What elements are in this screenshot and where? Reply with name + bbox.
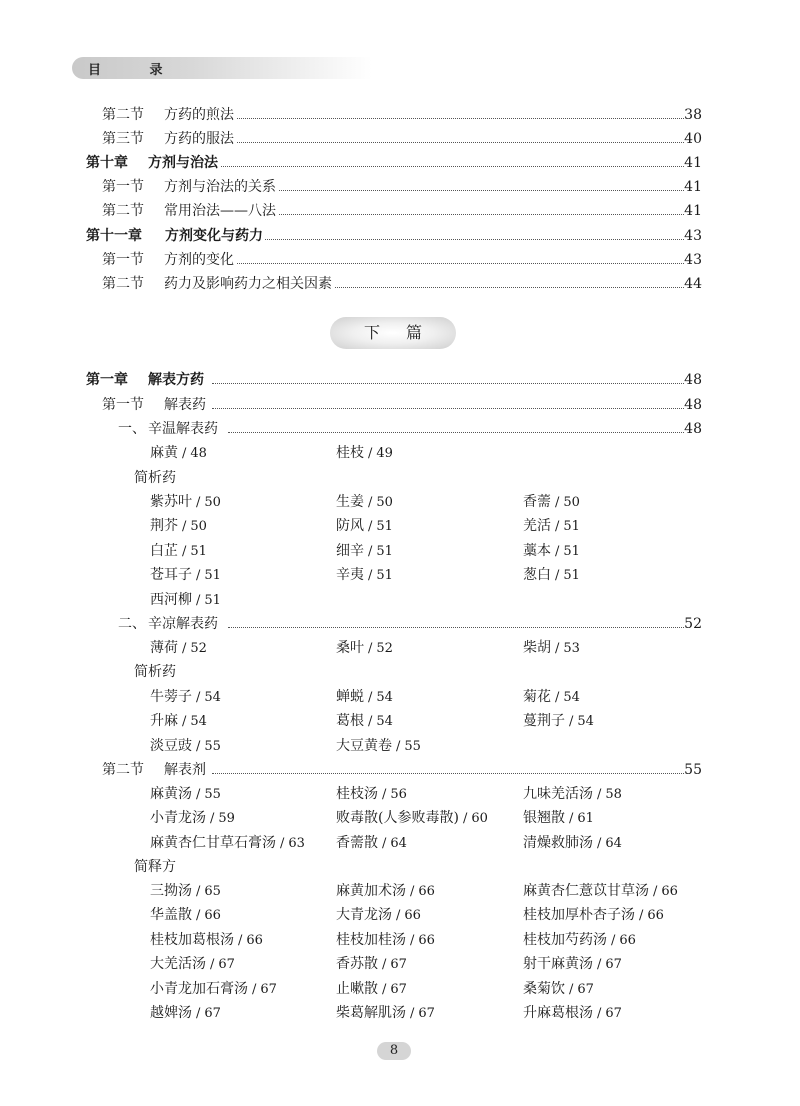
entry-page: 50	[376, 495, 393, 510]
entry-page: 66	[418, 884, 435, 899]
toc-leader	[200, 118, 702, 119]
toc-page: 52	[684, 613, 702, 635]
entry-separator: /	[182, 543, 187, 559]
entry-name: 清燥救肺汤	[523, 834, 593, 851]
entry-page: 51	[376, 519, 393, 535]
entry-name: 蝉蜕	[336, 689, 364, 705]
entry-separator: /	[555, 495, 560, 510]
toc-title: 解表方药	[148, 369, 206, 391]
toc-entry[interactable]	[336, 515, 393, 538]
entry-separator: /	[196, 738, 201, 754]
entry-page: 67	[577, 981, 594, 997]
entry-name: 牛蒡子	[150, 689, 192, 705]
toc-line[interactable]	[0, 225, 800, 247]
entry-name: 麻黄杏仁薏苡甘草汤	[523, 883, 649, 899]
entry-page: 52	[376, 641, 393, 656]
toc-page: 44	[684, 273, 702, 295]
entry-page: 54	[376, 714, 393, 730]
toc-number: 第二节	[102, 762, 144, 778]
entry-page: 52	[190, 641, 207, 656]
toc-entry[interactable]	[150, 929, 263, 952]
toc-entry[interactable]	[150, 564, 221, 587]
entry-name: 紫苏叶	[150, 494, 192, 510]
toc-line[interactable]	[0, 104, 800, 126]
toc-entry[interactable]	[336, 442, 393, 465]
entry-page: 59	[218, 811, 235, 827]
entry-page: 51	[376, 568, 393, 584]
entry-page: 50	[190, 519, 207, 535]
toc-entry[interactable]	[523, 807, 594, 830]
entry-page: 61	[577, 811, 594, 827]
entry-separator: /	[368, 446, 373, 461]
entry-separator: /	[639, 908, 644, 924]
entry-name: 辛夷	[336, 567, 364, 584]
toc-page: 41	[684, 200, 702, 222]
toc-page: 41	[684, 176, 702, 198]
entry-page: 66	[647, 908, 664, 924]
toc-leader	[200, 239, 702, 240]
toc-number: 第二节	[102, 276, 144, 292]
toc-entry[interactable]	[523, 929, 636, 952]
toc-entry[interactable]	[336, 540, 393, 563]
entry-name: 香薷	[523, 494, 551, 510]
entry-name: 桂枝	[336, 445, 364, 461]
entry-page: 66	[204, 908, 221, 924]
toc-line[interactable]	[0, 249, 800, 271]
toc-entry[interactable]	[336, 637, 393, 660]
entry-name: 华盖散	[150, 907, 192, 924]
label-jianshi-fang: 简释方	[134, 859, 176, 875]
entry-separator: /	[555, 519, 560, 535]
entry-separator: /	[182, 714, 187, 730]
entry-separator: /	[368, 690, 373, 705]
entry-page: 51	[204, 568, 221, 584]
toc-entry[interactable]	[150, 637, 207, 660]
entry-name: 西河柳	[150, 591, 192, 608]
entry-page: 50	[563, 495, 580, 510]
entry-name: 麻黄	[150, 445, 178, 461]
entry-separator: /	[368, 495, 373, 510]
entry-separator: /	[569, 811, 574, 827]
entry-name: 桂枝加桂汤	[336, 931, 406, 948]
toc-number: 二、	[118, 616, 146, 632]
entry-separator: /	[280, 835, 285, 851]
entry-separator: /	[196, 884, 201, 899]
entry-page: 53	[563, 641, 580, 656]
entry-name: 荆芥	[150, 518, 178, 535]
toc-page: 55	[684, 759, 702, 781]
entry-name: 败毒散(人参败毒散)	[336, 810, 459, 827]
toc-entry[interactable]	[150, 880, 221, 903]
entry-separator: /	[252, 981, 257, 997]
toc-entry[interactable]	[336, 904, 421, 927]
toc-leader	[212, 773, 702, 774]
entry-name: 防风	[336, 518, 364, 535]
entry-page: 66	[619, 932, 636, 948]
toc-number: 一、	[118, 421, 146, 437]
toc-leader	[200, 263, 702, 264]
toc-entry[interactable]	[150, 978, 277, 1001]
entry-name: 麻黄杏仁甘草石膏汤	[150, 834, 276, 851]
toc-entry[interactable]	[336, 1002, 435, 1025]
entry-separator: /	[196, 1006, 201, 1021]
toc-entry[interactable]	[150, 953, 235, 976]
entry-page: 54	[376, 690, 393, 705]
entry-separator: /	[382, 787, 387, 802]
entry-separator: /	[555, 641, 560, 656]
entry-page: 55	[204, 787, 221, 802]
entry-page: 56	[390, 787, 407, 802]
entry-name: 银翘散	[523, 810, 565, 827]
entry-page: 49	[376, 446, 393, 461]
toc-entry[interactable]	[523, 540, 580, 563]
toc-entry[interactable]	[523, 686, 580, 709]
entry-name: 九味羌活汤	[523, 786, 593, 802]
entry-separator: /	[382, 835, 387, 851]
toc-entry[interactable]	[150, 1002, 221, 1025]
entry-page: 66	[246, 932, 263, 948]
toc-chapter-1[interactable]	[0, 369, 800, 391]
entry-page: 54	[563, 690, 580, 705]
entry-separator: /	[597, 1006, 602, 1021]
toc-entry[interactable]	[523, 564, 580, 587]
toc-entry[interactable]	[523, 710, 594, 733]
toc-entry[interactable]	[523, 783, 622, 806]
entry-separator: /	[238, 932, 243, 948]
entry-name: 香苏散	[336, 956, 378, 973]
entry-page: 51	[563, 519, 580, 535]
toc-title: 方剂与治法	[148, 152, 220, 174]
entry-page: 51	[563, 543, 580, 559]
entry-separator: /	[653, 884, 658, 899]
entry-separator: /	[182, 446, 187, 461]
entry-page: 67	[390, 957, 407, 973]
entry-name: 葱白	[523, 567, 551, 584]
entry-name: 葛根	[336, 713, 364, 730]
entry-page: 51	[204, 592, 221, 608]
entry-page: 63	[288, 835, 305, 851]
toc-line[interactable]	[0, 200, 800, 222]
toc-entry[interactable]	[336, 564, 393, 587]
entry-page: 64	[390, 835, 407, 851]
entry-separator: /	[569, 714, 574, 730]
toc-title: 辛温解表药	[148, 418, 220, 440]
toc-entry[interactable]	[336, 783, 407, 806]
entry-page: 64	[605, 835, 622, 851]
entry-separator: /	[196, 592, 201, 608]
toc-title: 方药的煎法	[164, 104, 236, 126]
toc-entry[interactable]	[523, 515, 580, 538]
page-number: 8	[377, 1042, 411, 1060]
toc-entry[interactable]	[523, 904, 664, 927]
toc-leader	[200, 142, 702, 143]
toc-entry[interactable]	[336, 832, 407, 855]
entry-separator: /	[555, 690, 560, 705]
entry-separator: /	[196, 690, 201, 705]
toc-number: 第三节	[102, 131, 144, 147]
entry-page: 54	[204, 690, 221, 705]
toc-entry[interactable]	[523, 637, 580, 660]
toc-page: 41	[684, 152, 702, 174]
entry-page: 66	[404, 908, 421, 924]
toc-entry[interactable]	[150, 904, 221, 927]
toc-entry[interactable]	[336, 978, 407, 1001]
entry-separator: /	[597, 787, 602, 802]
entry-page: 67	[260, 981, 277, 997]
toc-number: 第一章	[86, 372, 128, 388]
toc-number: 第十章	[86, 155, 128, 171]
toc-entry[interactable]	[150, 686, 221, 709]
entry-name: 越婢汤	[150, 1005, 192, 1021]
entry-separator: /	[196, 495, 201, 510]
toc-entry[interactable]	[523, 978, 594, 1001]
entry-name: 生姜	[336, 494, 364, 510]
entry-name: 白芷	[150, 542, 178, 559]
entry-name: 蔓荆子	[523, 713, 565, 730]
entry-separator: /	[555, 568, 560, 584]
entry-name: 大豆黄卷	[336, 737, 392, 754]
toc-entry[interactable]	[150, 589, 221, 612]
toc-title: 药力及影响药力之相关因素	[164, 273, 334, 295]
entry-page: 67	[605, 1006, 622, 1021]
toc-page: 48	[684, 418, 702, 440]
entry-separator: /	[368, 714, 373, 730]
entry-name: 桂枝加芍药汤	[523, 931, 607, 948]
toc-page: 38	[684, 104, 702, 126]
entry-name: 苍耳子	[150, 567, 192, 584]
entry-name: 止嗽散	[336, 980, 378, 997]
toc-entry[interactable]	[150, 515, 207, 538]
entry-name: 桂枝汤	[336, 786, 378, 802]
entry-name: 薄荷	[150, 640, 178, 656]
toc-entry[interactable]	[150, 442, 207, 465]
entry-name: 升麻	[150, 713, 178, 730]
toc-leader	[212, 408, 702, 409]
entry-separator: /	[611, 932, 616, 948]
entry-page: 67	[418, 1006, 435, 1021]
entry-page: 51	[376, 543, 393, 559]
toc-entry[interactable]	[150, 491, 221, 514]
entry-name: 麻黄汤	[150, 786, 192, 802]
entry-name: 柴胡	[523, 640, 551, 656]
toc-entry[interactable]	[336, 929, 435, 952]
entry-page: 67	[218, 957, 235, 973]
entry-separator: /	[462, 811, 468, 827]
entry-name: 升麻葛根汤	[523, 1005, 593, 1021]
entry-separator: /	[396, 908, 401, 924]
entry-name: 桑叶	[336, 640, 364, 656]
entry-separator: /	[182, 641, 187, 656]
entry-page: 48	[190, 446, 207, 461]
entry-separator: /	[210, 957, 215, 973]
toc-page: 43	[684, 249, 702, 271]
toc-leader	[228, 432, 702, 433]
toc-number: 第十一章	[86, 228, 142, 244]
entry-separator: /	[382, 957, 387, 973]
toc-entry[interactable]	[150, 807, 235, 830]
entry-name: 菊花	[523, 689, 551, 705]
toc-entry[interactable]	[150, 832, 305, 855]
entry-name: 羌活	[523, 518, 551, 535]
entry-name: 香薷散	[336, 834, 378, 851]
toc-title: 方剂与治法的关系	[164, 176, 278, 198]
entry-separator: /	[196, 908, 201, 924]
entry-separator: /	[597, 957, 602, 973]
toc-title: 解表药	[164, 394, 208, 416]
toc-number: 第一节	[102, 397, 144, 413]
entry-separator: /	[396, 738, 401, 754]
toc-title: 解表剂	[164, 759, 208, 781]
toc-entry[interactable]	[523, 491, 580, 514]
entry-name: 淡豆豉	[150, 737, 192, 754]
entry-page: 67	[390, 981, 407, 997]
entry-page: 67	[204, 1006, 221, 1021]
toc-page: 48	[684, 394, 702, 416]
entry-separator: /	[368, 543, 373, 559]
toc-title: 方药的服法	[164, 128, 236, 150]
entry-separator: /	[410, 932, 415, 948]
entry-separator: /	[368, 641, 373, 656]
toc-entry[interactable]	[523, 832, 622, 855]
entry-separator: /	[182, 519, 187, 535]
entry-page: 66	[661, 884, 678, 899]
toc-sub-1[interactable]	[0, 418, 800, 440]
toc-page: 43	[684, 225, 702, 247]
entry-separator: /	[368, 568, 373, 584]
entry-name: 小青龙加石膏汤	[150, 980, 248, 997]
toc-leader	[212, 383, 702, 384]
entry-name: 柴葛解肌汤	[336, 1005, 406, 1021]
toc-leader	[200, 166, 702, 167]
toc-entry[interactable]	[336, 491, 393, 514]
toc-section-2[interactable]	[0, 759, 800, 781]
entry-name: 大羌活汤	[150, 956, 206, 973]
toc-number: 第二节	[102, 203, 144, 219]
toc-entry[interactable]	[523, 1002, 622, 1025]
entry-separator: /	[555, 543, 560, 559]
toc-entry[interactable]	[336, 880, 435, 903]
entry-name: 三拗汤	[150, 883, 192, 899]
toc-entry[interactable]	[523, 953, 622, 976]
toc-entry[interactable]	[336, 807, 488, 830]
entry-name: 小青龙汤	[150, 810, 206, 827]
entry-name: 桂枝加葛根汤	[150, 931, 234, 948]
entry-separator: /	[196, 568, 201, 584]
entry-name: 桂枝加厚朴杏子汤	[523, 907, 635, 924]
toc-section-1[interactable]	[0, 394, 800, 416]
toc-entry[interactable]	[523, 880, 678, 903]
toc-entry[interactable]	[150, 540, 207, 563]
entry-separator: /	[410, 1006, 415, 1021]
toc-entry[interactable]	[150, 710, 207, 733]
entry-page: 54	[190, 714, 207, 730]
toc-title: 常用治法——八法	[164, 200, 278, 222]
entry-separator: /	[410, 884, 415, 899]
toc-title: 方剂变化与药力	[165, 225, 265, 247]
entry-page: 66	[418, 932, 435, 948]
entry-name: 细辛	[336, 542, 364, 559]
entry-separator: /	[196, 787, 201, 802]
entry-page: 60	[471, 811, 488, 827]
entry-separator: /	[569, 981, 574, 997]
toc-number: 第一节	[102, 179, 144, 195]
toc-entry[interactable]	[336, 953, 407, 976]
entry-separator: /	[210, 811, 215, 827]
toc-leader	[228, 627, 702, 628]
entry-name: 桑菊饮	[523, 980, 565, 997]
entry-page: 50	[204, 495, 221, 510]
entry-page: 58	[605, 787, 622, 802]
toc-page: 40	[684, 128, 702, 150]
toc-entry[interactable]	[336, 735, 421, 758]
entry-name: 麻黄加术汤	[336, 883, 406, 899]
toc-line[interactable]	[0, 128, 800, 150]
toc-number: 第二节	[102, 107, 144, 123]
toc-number: 第一节	[102, 252, 144, 268]
entry-separator: /	[368, 519, 373, 535]
entry-page: 55	[204, 738, 221, 754]
entry-name: 藁本	[523, 542, 551, 559]
toc-sub-2[interactable]	[0, 613, 800, 635]
label-jianxi-yao-1: 简析药	[134, 470, 176, 486]
header-title: 目 录	[88, 63, 185, 78]
toc-entry[interactable]	[150, 783, 221, 806]
entry-separator: /	[597, 835, 602, 851]
entry-page: 54	[577, 714, 594, 730]
entry-page: 51	[190, 543, 207, 559]
toc-line[interactable]	[0, 176, 800, 198]
toc-title: 辛凉解表药	[148, 613, 220, 635]
toc-line[interactable]	[0, 273, 800, 295]
part-title: 下篇	[330, 317, 456, 349]
label-jianxi-yao-2: 简析药	[134, 664, 176, 680]
toc-entry[interactable]	[150, 735, 221, 758]
entry-name: 大青龙汤	[336, 907, 392, 924]
toc-title: 方剂的变化	[164, 249, 236, 271]
entry-name: 射干麻黄汤	[523, 956, 593, 973]
entry-page: 67	[605, 957, 622, 973]
entry-page: 65	[204, 884, 221, 899]
entry-separator: /	[382, 981, 387, 997]
toc-line[interactable]	[0, 152, 800, 174]
toc-page: 48	[684, 369, 702, 391]
entry-page: 51	[563, 568, 580, 584]
entry-page: 55	[404, 738, 421, 754]
toc-entry[interactable]	[336, 686, 393, 709]
toc-entry[interactable]	[336, 710, 393, 733]
